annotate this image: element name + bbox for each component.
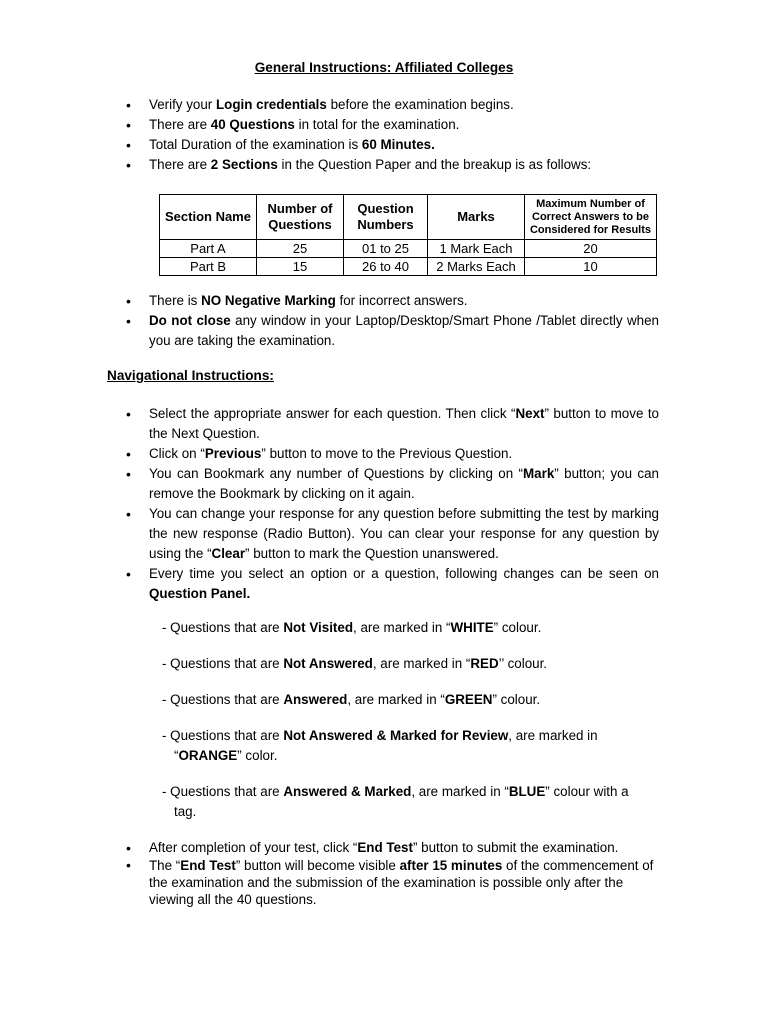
list-item: • There is NO Negative Marking for incorrect answers.	[0, 291, 659, 311]
cell-qnum: 01 to 25	[344, 240, 428, 258]
status-not-visited: - Questions that are Not Visited, are marked in “WHITE” colour.	[162, 620, 542, 635]
list-item: • Click on “Previous” button to move to the Previous Question.	[0, 444, 659, 464]
general-instructions-list-2	[0, 291, 659, 351]
table-row	[160, 258, 657, 276]
navigational-heading: Navigational Instructions:	[107, 368, 274, 383]
header-marks: Marks	[428, 195, 525, 240]
list-item: • Every time you select an option or a question, following changes can be seen on Question Panel.	[0, 564, 659, 604]
page-title: General Instructions: Affiliated Colleges	[254, 60, 514, 75]
cell-number: 15	[257, 258, 344, 276]
header-question-numbers: Question Numbers	[344, 195, 428, 240]
cell-section: Part B	[160, 258, 257, 276]
end-test-instructions-list	[0, 839, 659, 908]
general-instructions-list	[0, 95, 591, 175]
list-item: • After completion of your test, click “End Test” button to submit the examination.	[0, 839, 659, 857]
cell-number: 25	[257, 240, 344, 258]
table-row	[160, 240, 657, 258]
list-item: • Do not close any window in your Laptop/Desktop/Smart Phone /Tablet directly when you are taking the examination.	[0, 311, 659, 351]
list-item: • Select the appropriate answer for each question. Then click “Next” button to move to the Next Question.	[0, 404, 659, 444]
status-marked-for-review: - Questions that are Not Answered & Marked for Review, are marked in “ORANGE” color.	[162, 728, 598, 763]
list-item: • Total Duration of the examination is 60 Minutes.	[0, 135, 591, 155]
header-number-of-questions: Number of Questions	[257, 195, 344, 240]
navigational-instructions-list	[0, 404, 659, 604]
cell-marks: 2 Marks Each	[428, 258, 525, 276]
status-not-answered: - Questions that are Not Answered, are marked in “RED’’ colour.	[162, 656, 548, 671]
cell-qnum: 26 to 40	[344, 258, 428, 276]
list-item: • Verify your Login credentials before the examination begins.	[0, 95, 591, 115]
cell-max: 10	[525, 258, 657, 276]
cell-max: 20	[525, 240, 657, 258]
cell-marks: 1 Mark Each	[428, 240, 525, 258]
list-item: • The “End Test” button will become visible after 15 minutes of the commencement of the examination and the submission of the examination is possible only after the viewing all the 40 questions.	[0, 857, 659, 908]
list-item: • You can Bookmark any number of Questions by clicking on “Mark” button; you can remove the Bookmark by clicking on it again.	[0, 464, 659, 504]
status-answered-marked: - Questions that are Answered & Marked, are marked in “BLUE” colour with a tag.	[162, 784, 629, 819]
list-item: • You can change your response for any question before submitting the test by marking the new response (Radio Button). You can clear your response for any question by using the “Clear” button to mark the Question unanswered.	[0, 504, 659, 564]
header-max-correct: Maximum Number of Correct Answers to be Considered for Results	[525, 195, 657, 240]
sections-table	[159, 194, 657, 276]
status-answered: - Questions that are Answered, are marked in “GREEN” colour.	[162, 692, 541, 707]
list-item: • There are 2 Sections in the Question Paper and the breakup is as follows:	[0, 155, 591, 175]
header-section-name: Section Name	[160, 195, 257, 240]
list-item: • There are 40 Questions in total for the examination.	[0, 115, 591, 135]
table-header-row	[160, 195, 657, 240]
cell-section: Part A	[160, 240, 257, 258]
